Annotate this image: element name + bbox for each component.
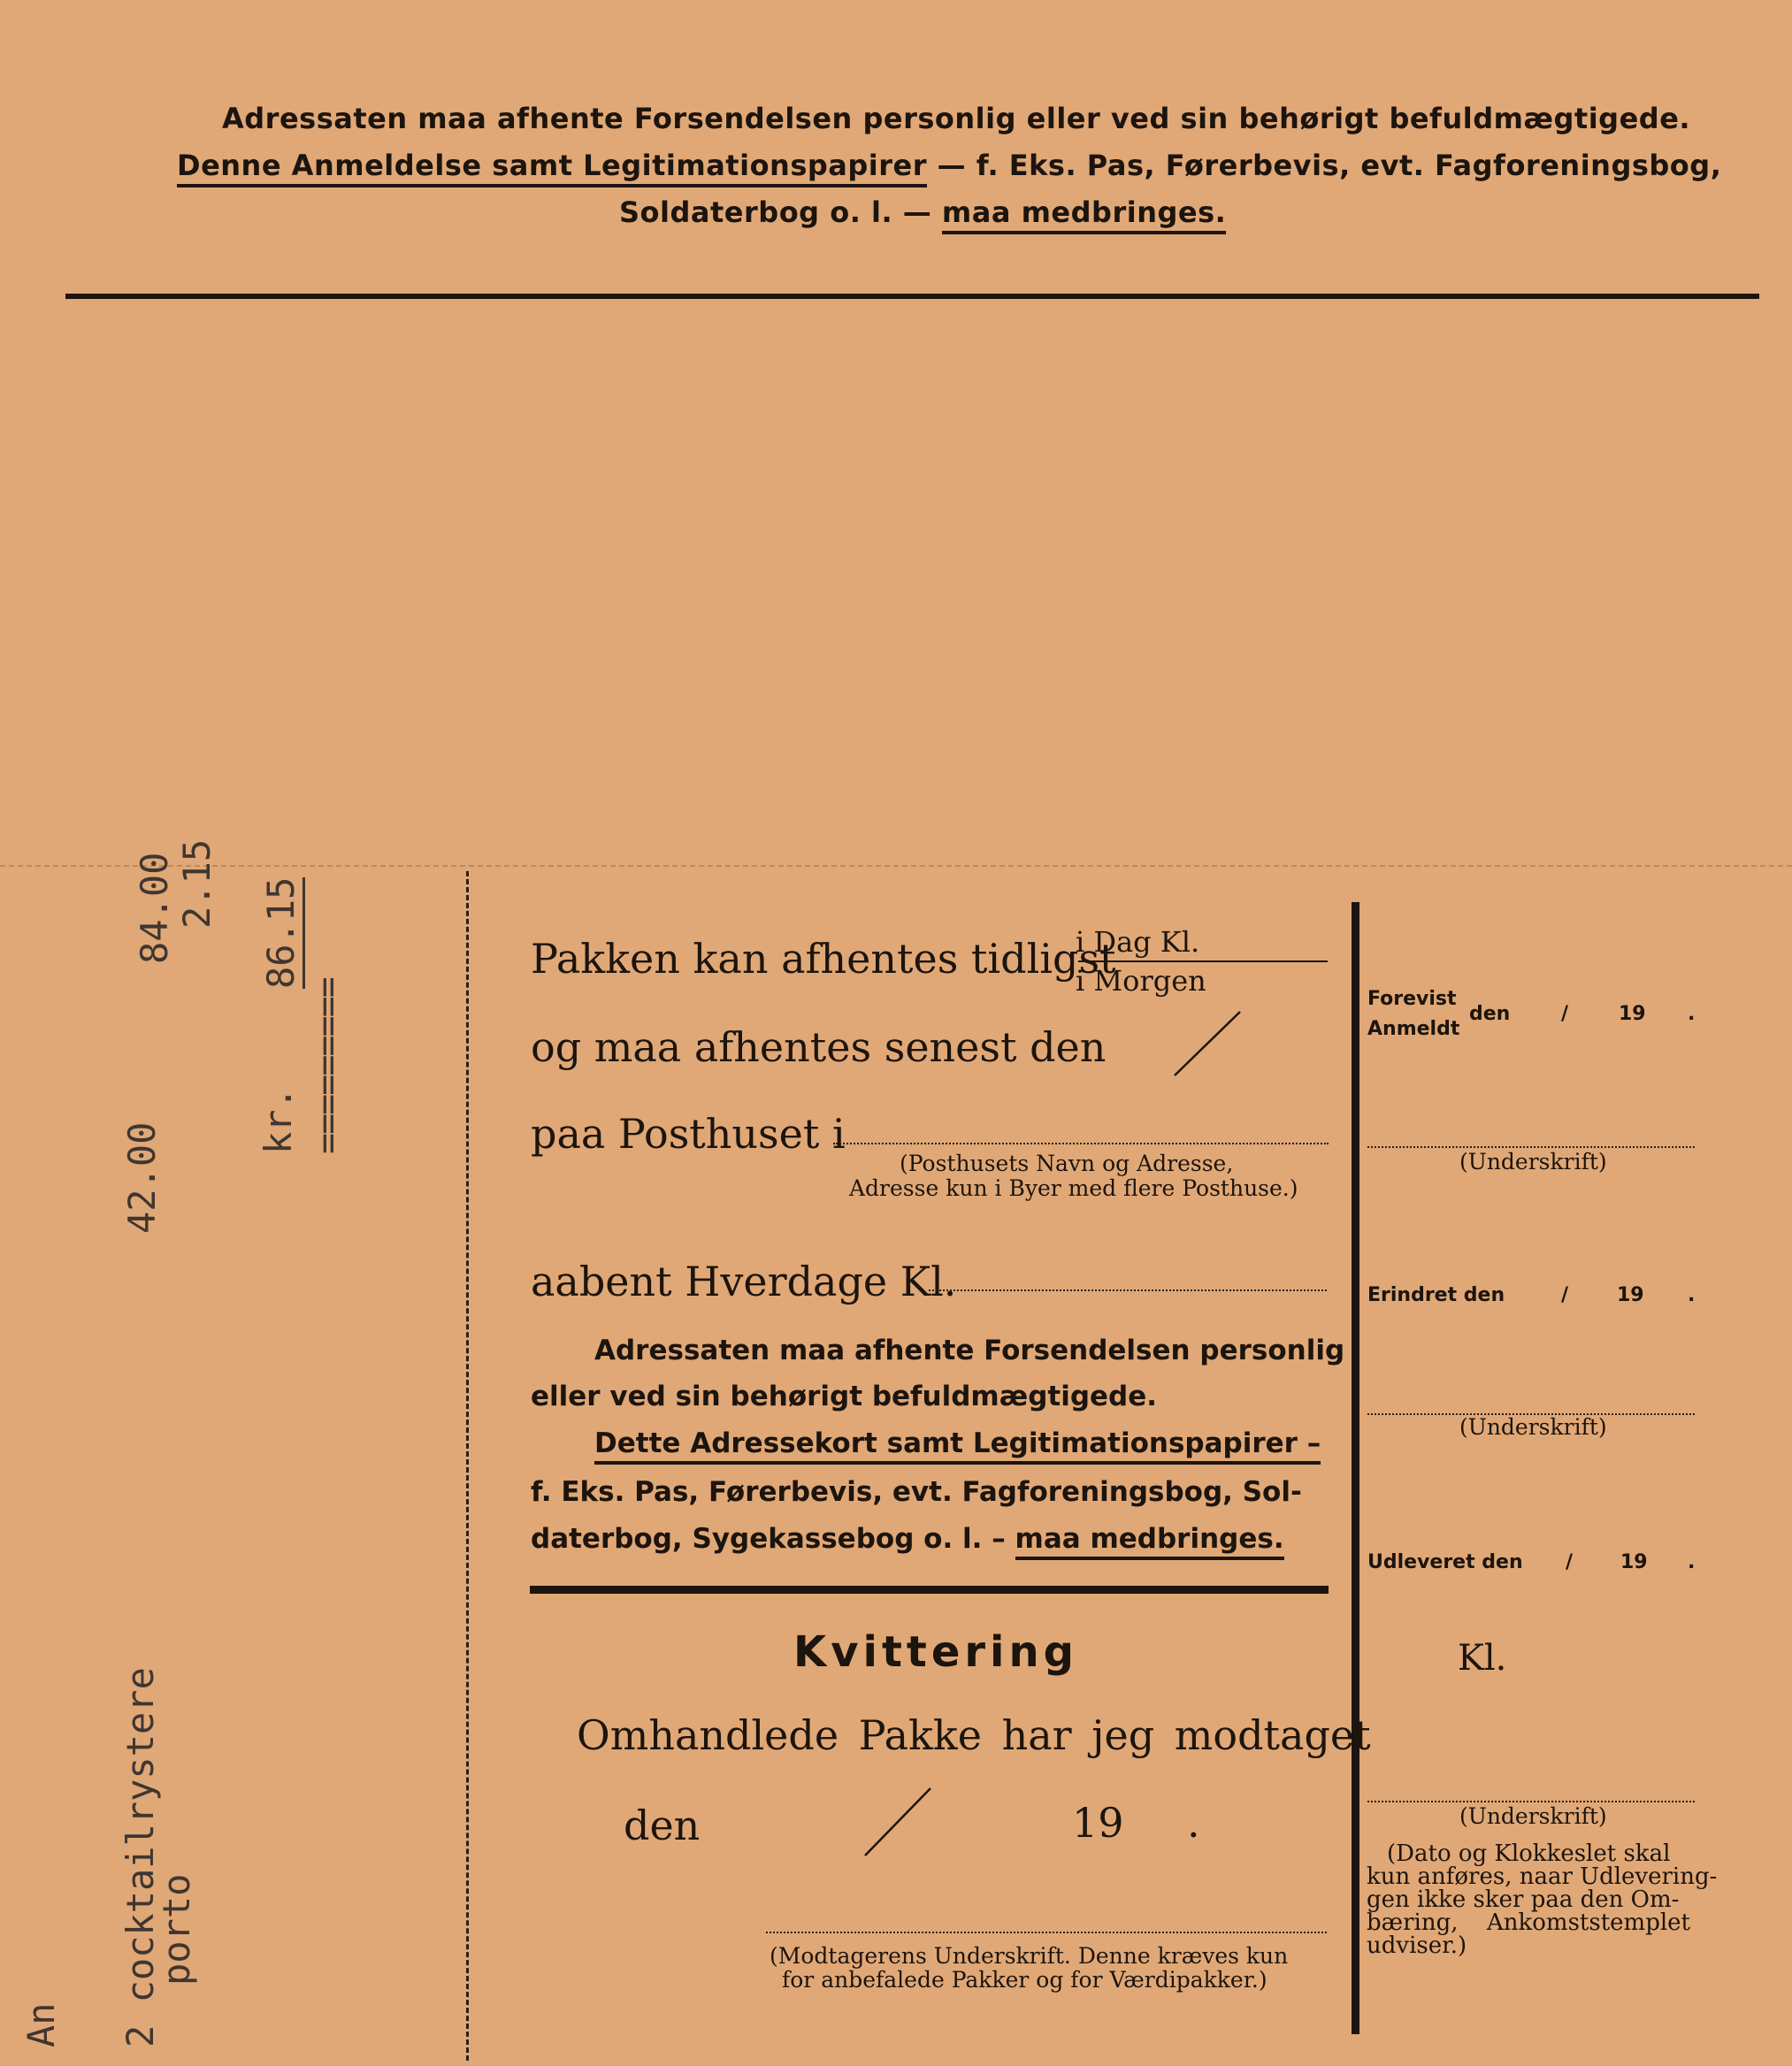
side-underskrift-3: (Underskrift) — [1459, 1803, 1607, 1829]
typed-equals: ========= — [308, 978, 348, 1154]
fold-line — [0, 865, 1792, 867]
side-year-3: 19 — [1620, 1551, 1648, 1573]
notice-line-2 — [177, 149, 1721, 182]
receipt-sig-note-1: (Modtagerens Underskrift. Denne kræves kun — [770, 1943, 1289, 1969]
side-dot-3: . — [1688, 1551, 1696, 1573]
side-forevist: Forevist — [1367, 988, 1457, 1010]
perforation-line — [466, 871, 469, 2061]
notice2-line-2: eller ved sin behørigt befuldmægtigede. — [531, 1381, 1158, 1412]
pickup-hours: aabent Hverdage Kl. — [531, 1258, 957, 1305]
hours-field[interactable] — [929, 1289, 1327, 1291]
typed-amount-c: 42.00 — [120, 1121, 164, 1234]
side-note-1: (Dato og Klokkeslet skal — [1387, 1840, 1671, 1867]
receipt-signature-field[interactable] — [766, 1932, 1327, 1933]
side-udleveret: Udleveret den — [1367, 1551, 1523, 1573]
notice-line-3-pre: Soldaterbog o. l. — — [619, 195, 932, 229]
post-office-note-2: Adresse kun i Byer med flere Posthuse.) — [849, 1175, 1298, 1201]
typed-total: 86.15 — [259, 877, 305, 989]
notice2-line-3: Dette Adressekort samt Legitimationspapirer – — [594, 1427, 1321, 1465]
side-dot-1: . — [1688, 1003, 1696, 1025]
receipt-text: Omhandlede Pakke har jeg modtaget — [577, 1711, 1371, 1759]
side-note-5: udviser.) — [1367, 1932, 1467, 1959]
side-den-1: den — [1469, 1003, 1511, 1025]
side-note-3: gen ikke sker paa den Om- — [1367, 1886, 1680, 1913]
notice-line-3 — [619, 195, 1226, 229]
side-note-2: kun anføres, naar Udlevering- — [1367, 1863, 1718, 1890]
date-slash — [1168, 1008, 1247, 1079]
typed-porto: porto — [155, 1873, 198, 1986]
notice-line-2-underlined: Denne Anmeldelse samt Legitimationspapirer — [177, 149, 927, 187]
top-divider — [65, 294, 1759, 299]
post-office-note-1: (Posthusets Navn og Adresse, — [900, 1151, 1234, 1176]
receipt-divider — [530, 1586, 1329, 1594]
post-office-field[interactable] — [833, 1143, 1329, 1144]
side-slash-2: / — [1561, 1284, 1569, 1306]
side-year-1: 19 — [1619, 1003, 1646, 1025]
side-note-4a: bæring, — [1367, 1909, 1459, 1936]
typed-kr: kr. — [257, 1087, 300, 1154]
side-dot-2: . — [1688, 1284, 1696, 1306]
pickup-earliest: Pakken kan afhentes tidligst — [531, 935, 1116, 983]
typed-amount-a: 84.00 — [133, 852, 176, 964]
notice2-line-4: f. Eks. Pas, Førerbevis, evt. Fagforeningsbog, Sol- — [531, 1476, 1302, 1508]
notice-line-1: Adressaten maa afhente Forsendelsen personlig eller ved sin behørigt befuldmægtigede. — [222, 102, 1691, 135]
typed-amount-b: 2.15 — [175, 838, 218, 929]
side-divider — [1352, 902, 1359, 2034]
receipt-sig-note-2: for anbefalede Pakker og for Værdipakker.) — [782, 1967, 1267, 1993]
typed-item: 2 cocktailrystere — [119, 1667, 162, 2047]
receipt-date-slash — [858, 1785, 938, 1859]
side-underskrift-2: (Underskrift) — [1459, 1414, 1607, 1440]
receipt-title: Kvittering — [793, 1627, 1079, 1677]
side-signature-field-1[interactable] — [1367, 1146, 1695, 1148]
receipt-dot: . — [1187, 1799, 1200, 1847]
notice2-line-5-pre: daterbog, Sygekassebog o. l. – — [531, 1523, 1006, 1555]
pickup-post-office: paa Posthuset i — [531, 1110, 846, 1158]
notice2-line-5 — [531, 1523, 1284, 1555]
receipt-den: den — [624, 1802, 701, 1849]
notice-line-2-rest: — f. Eks. Pas, Førerbevis, evt. Fagforeningsbog, — [937, 149, 1722, 182]
receipt-year: 19 — [1072, 1799, 1124, 1847]
side-signature-field-3[interactable] — [1367, 1801, 1695, 1802]
side-underskrift-1: (Underskrift) — [1459, 1149, 1607, 1175]
side-year-2: 19 — [1617, 1284, 1644, 1306]
side-slash-1: / — [1561, 1003, 1569, 1025]
notice-line-3-underlined: maa medbringes. — [942, 195, 1226, 234]
notice2-line-5-underlined: maa medbringes. — [1015, 1523, 1284, 1560]
notice2-line-1: Adressaten maa afhente Forsendelsen personlig — [594, 1335, 1345, 1366]
side-slash-3: / — [1566, 1551, 1574, 1573]
pickup-latest: og maa afhentes senest den — [531, 1023, 1107, 1071]
side-kl: Kl. — [1458, 1638, 1507, 1679]
fraction-line — [1078, 960, 1328, 962]
side-anmeldt: Anmeldt — [1367, 1018, 1460, 1040]
side-erindret: Erindret den — [1367, 1284, 1505, 1306]
pickup-option-today: i Dag Kl. — [1076, 925, 1200, 959]
pickup-option-morning: i Morgen — [1076, 964, 1206, 998]
side-note-4b: Ankomststemplet — [1487, 1909, 1691, 1936]
typed-an: An — [19, 2002, 63, 2047]
